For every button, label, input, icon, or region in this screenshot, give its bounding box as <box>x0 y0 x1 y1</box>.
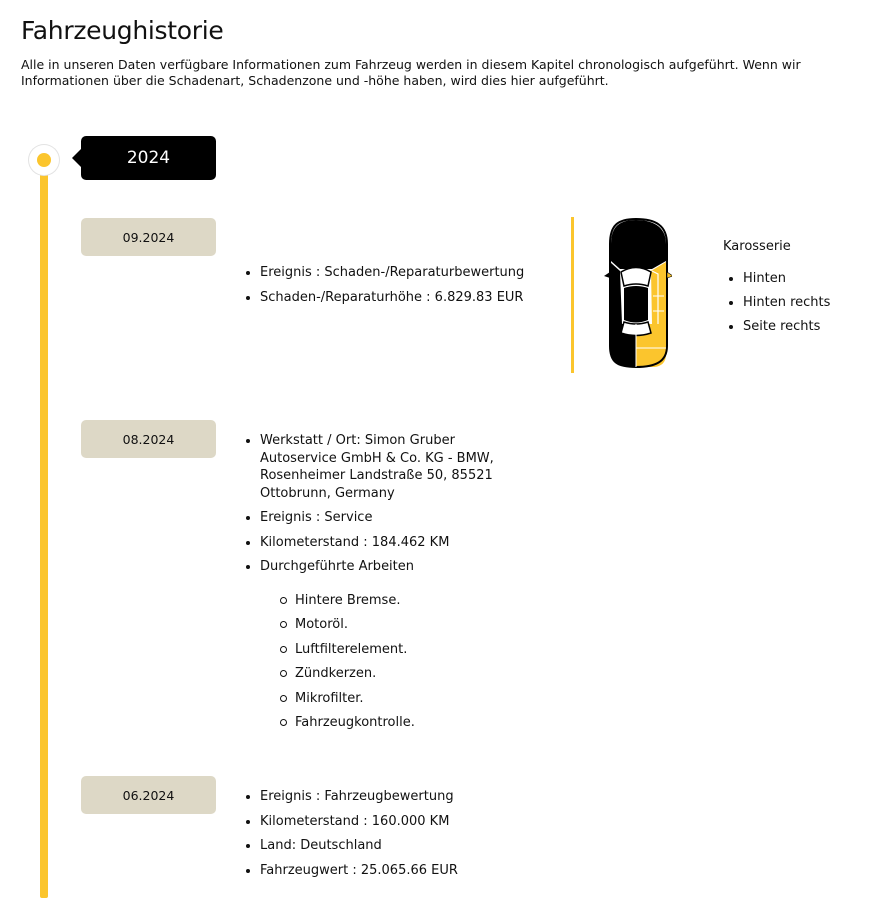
entry-details-09-2024 <box>245 264 545 313</box>
year-badge: 2024 <box>81 136 216 180</box>
damage-zone-item: Seite rechts <box>729 318 830 335</box>
date-badge-06-2024: 06.2024 <box>81 776 216 814</box>
damage-divider <box>571 217 574 373</box>
damage-zone-item: Hinten rechts <box>729 294 830 311</box>
timeline-dot-icon <box>29 145 59 175</box>
car-damage-diagram-icon <box>600 216 672 374</box>
detail-item: Kilometerstand : 184.462 KM <box>245 534 530 552</box>
work-item: Hintere Bremse. <box>280 592 530 610</box>
detail-item: Fahrzeugwert : 25.065.66 EUR <box>245 862 545 880</box>
detail-item: Kilometerstand : 160.000 KM <box>245 813 545 831</box>
page-title: Fahrzeughistorie <box>21 16 224 45</box>
damage-zone-list <box>729 270 830 343</box>
work-items-list <box>260 592 530 732</box>
entry-details-08-2024 <box>245 432 530 739</box>
detail-item: Land: Deutschland <box>245 837 545 855</box>
date-badge-09-2024: 09.2024 <box>81 218 216 256</box>
date-badge-08-2024: 08.2024 <box>81 420 216 458</box>
work-item: Luftfilterelement. <box>280 641 530 659</box>
page-intro: Alle in unseren Daten verfügbare Informationen zum Fahrzeug werden in diesem Kapitel chronologisch aufgeführt. Wenn wir Informationen über die Schadenart, Schadenzone und -höhe haben, wird dies hier aufgeführt. <box>21 57 801 88</box>
work-item: Motoröl. <box>280 616 530 634</box>
work-item: Mikrofilter. <box>280 690 530 708</box>
damage-zone-item: Hinten <box>729 270 830 287</box>
entry-details-06-2024 <box>245 788 545 886</box>
detail-item: Ereignis : Service <box>245 509 530 527</box>
damage-zone-title: Karosserie <box>723 239 791 254</box>
detail-item: Schaden-/Reparaturhöhe : 6.829.83 EUR <box>245 289 545 307</box>
work-item: Fahrzeugkontrolle. <box>280 714 530 732</box>
detail-item: Werkstatt / Ort: Simon Gruber Autoservice GmbH & Co. KG - BMW, Rosenheimer Landstraße 50, 85521 Ottobrunn, Germany <box>245 432 530 502</box>
detail-item: Ereignis : Fahrzeugbewertung <box>245 788 545 806</box>
timeline-line <box>40 160 48 898</box>
detail-item <box>245 558 530 732</box>
detail-item: Ereignis : Schaden-/Reparaturbewertung <box>245 264 545 282</box>
work-item: Zündkerzen. <box>280 665 530 683</box>
detail-item-label: Durchgeführte Arbeiten <box>260 559 415 574</box>
